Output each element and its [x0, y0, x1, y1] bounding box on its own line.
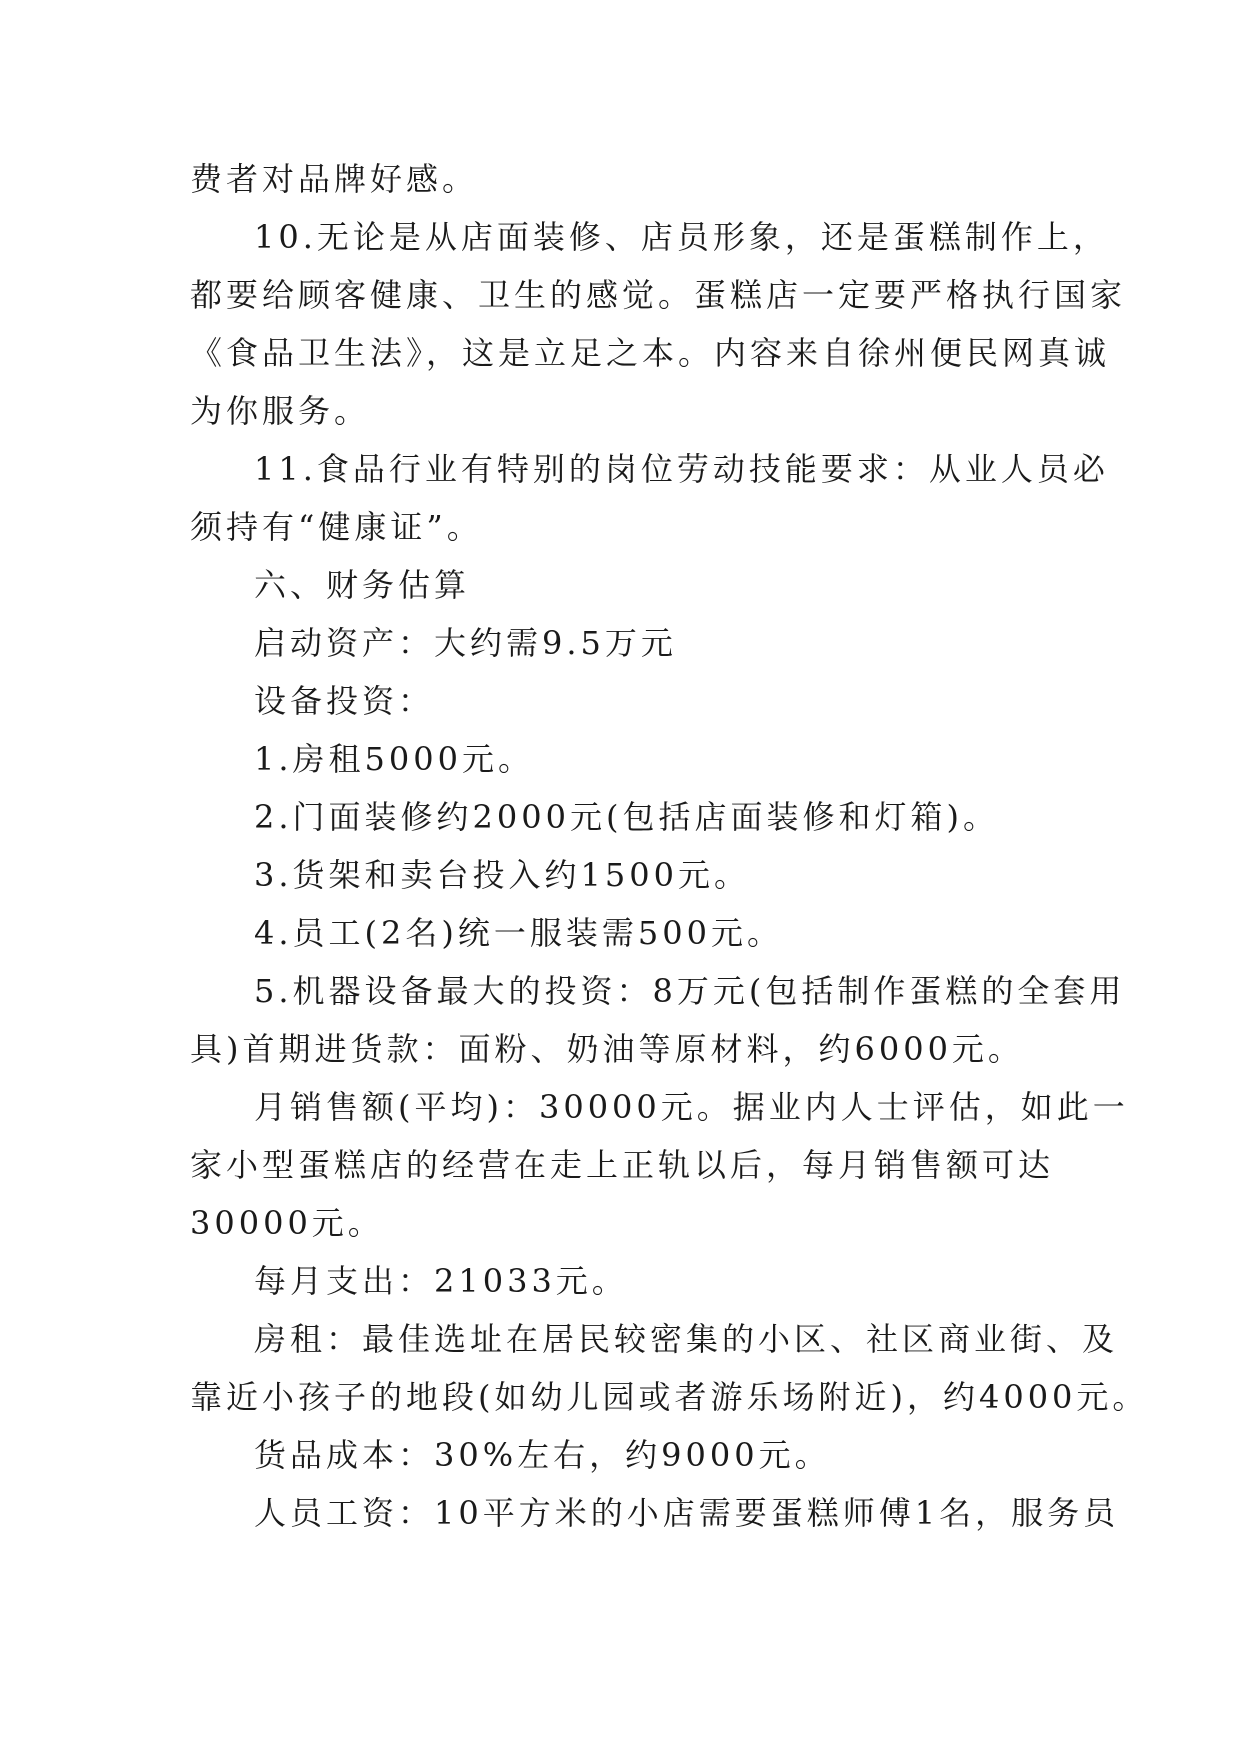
text-line: 费者对品牌好感。	[190, 160, 479, 198]
text-line: 人员工资：10平方米的小店需要蛋糕师傅1名，服务员	[254, 1494, 1120, 1532]
document-page	[190, 150, 1149, 1542]
text-line: 每月支出：21033元。	[254, 1262, 628, 1300]
list-item: 1.房租5000元。	[254, 740, 534, 778]
text-line: 须持有“健康证”。	[190, 508, 483, 546]
text-line: 都要给顾客健康、卫生的感觉。蛋糕店一定要严格执行国家	[190, 276, 1127, 314]
text-line: 月销售额(平均)：30000元。据业内人士评估，如此一	[254, 1088, 1129, 1126]
list-item: 2.门面装修约2000元(包括店面装修和灯箱)。	[254, 798, 999, 836]
text-line: 为你服务。	[190, 392, 371, 430]
list-item: 4.员工(2名)统一服装需500元。	[254, 914, 783, 952]
text-line: 30000元。	[190, 1204, 384, 1242]
section-heading: 六、财务估算	[254, 566, 471, 604]
text-line: 靠近小孩子的地段(如幼儿园或者游乐场附近)，约4000元。	[190, 1378, 1149, 1416]
text-line: 具)首期进货款：面粉、奶油等原材料，约6000元。	[190, 1030, 1024, 1068]
text-line: 房租：最佳选址在居民较密集的小区、社区商业街、及	[254, 1320, 1119, 1358]
text-line: 启动资产：大约需9.5万元	[254, 624, 677, 662]
list-item: 5.机器设备最大的投资：8万元(包括制作蛋糕的全套用	[254, 972, 1126, 1010]
text-line: 11.食品行业有特别的岗位劳动技能要求：从业人员必	[254, 450, 1109, 488]
text-line: 设备投资：	[254, 682, 435, 720]
text-line: 家小型蛋糕店的经营在走上正轨以后，每月销售额可达	[190, 1146, 1055, 1184]
text-line: 《食品卫生法》，这是立足之本。内容来自徐州便民网真诚	[190, 334, 1111, 372]
text-line: 10.无论是从店面装修、店员形象，还是蛋糕制作上，	[254, 218, 1109, 256]
list-item: 3.货架和卖台投入约1500元。	[254, 856, 750, 894]
text-line: 货品成本：30%左右，约9000元。	[254, 1436, 831, 1474]
